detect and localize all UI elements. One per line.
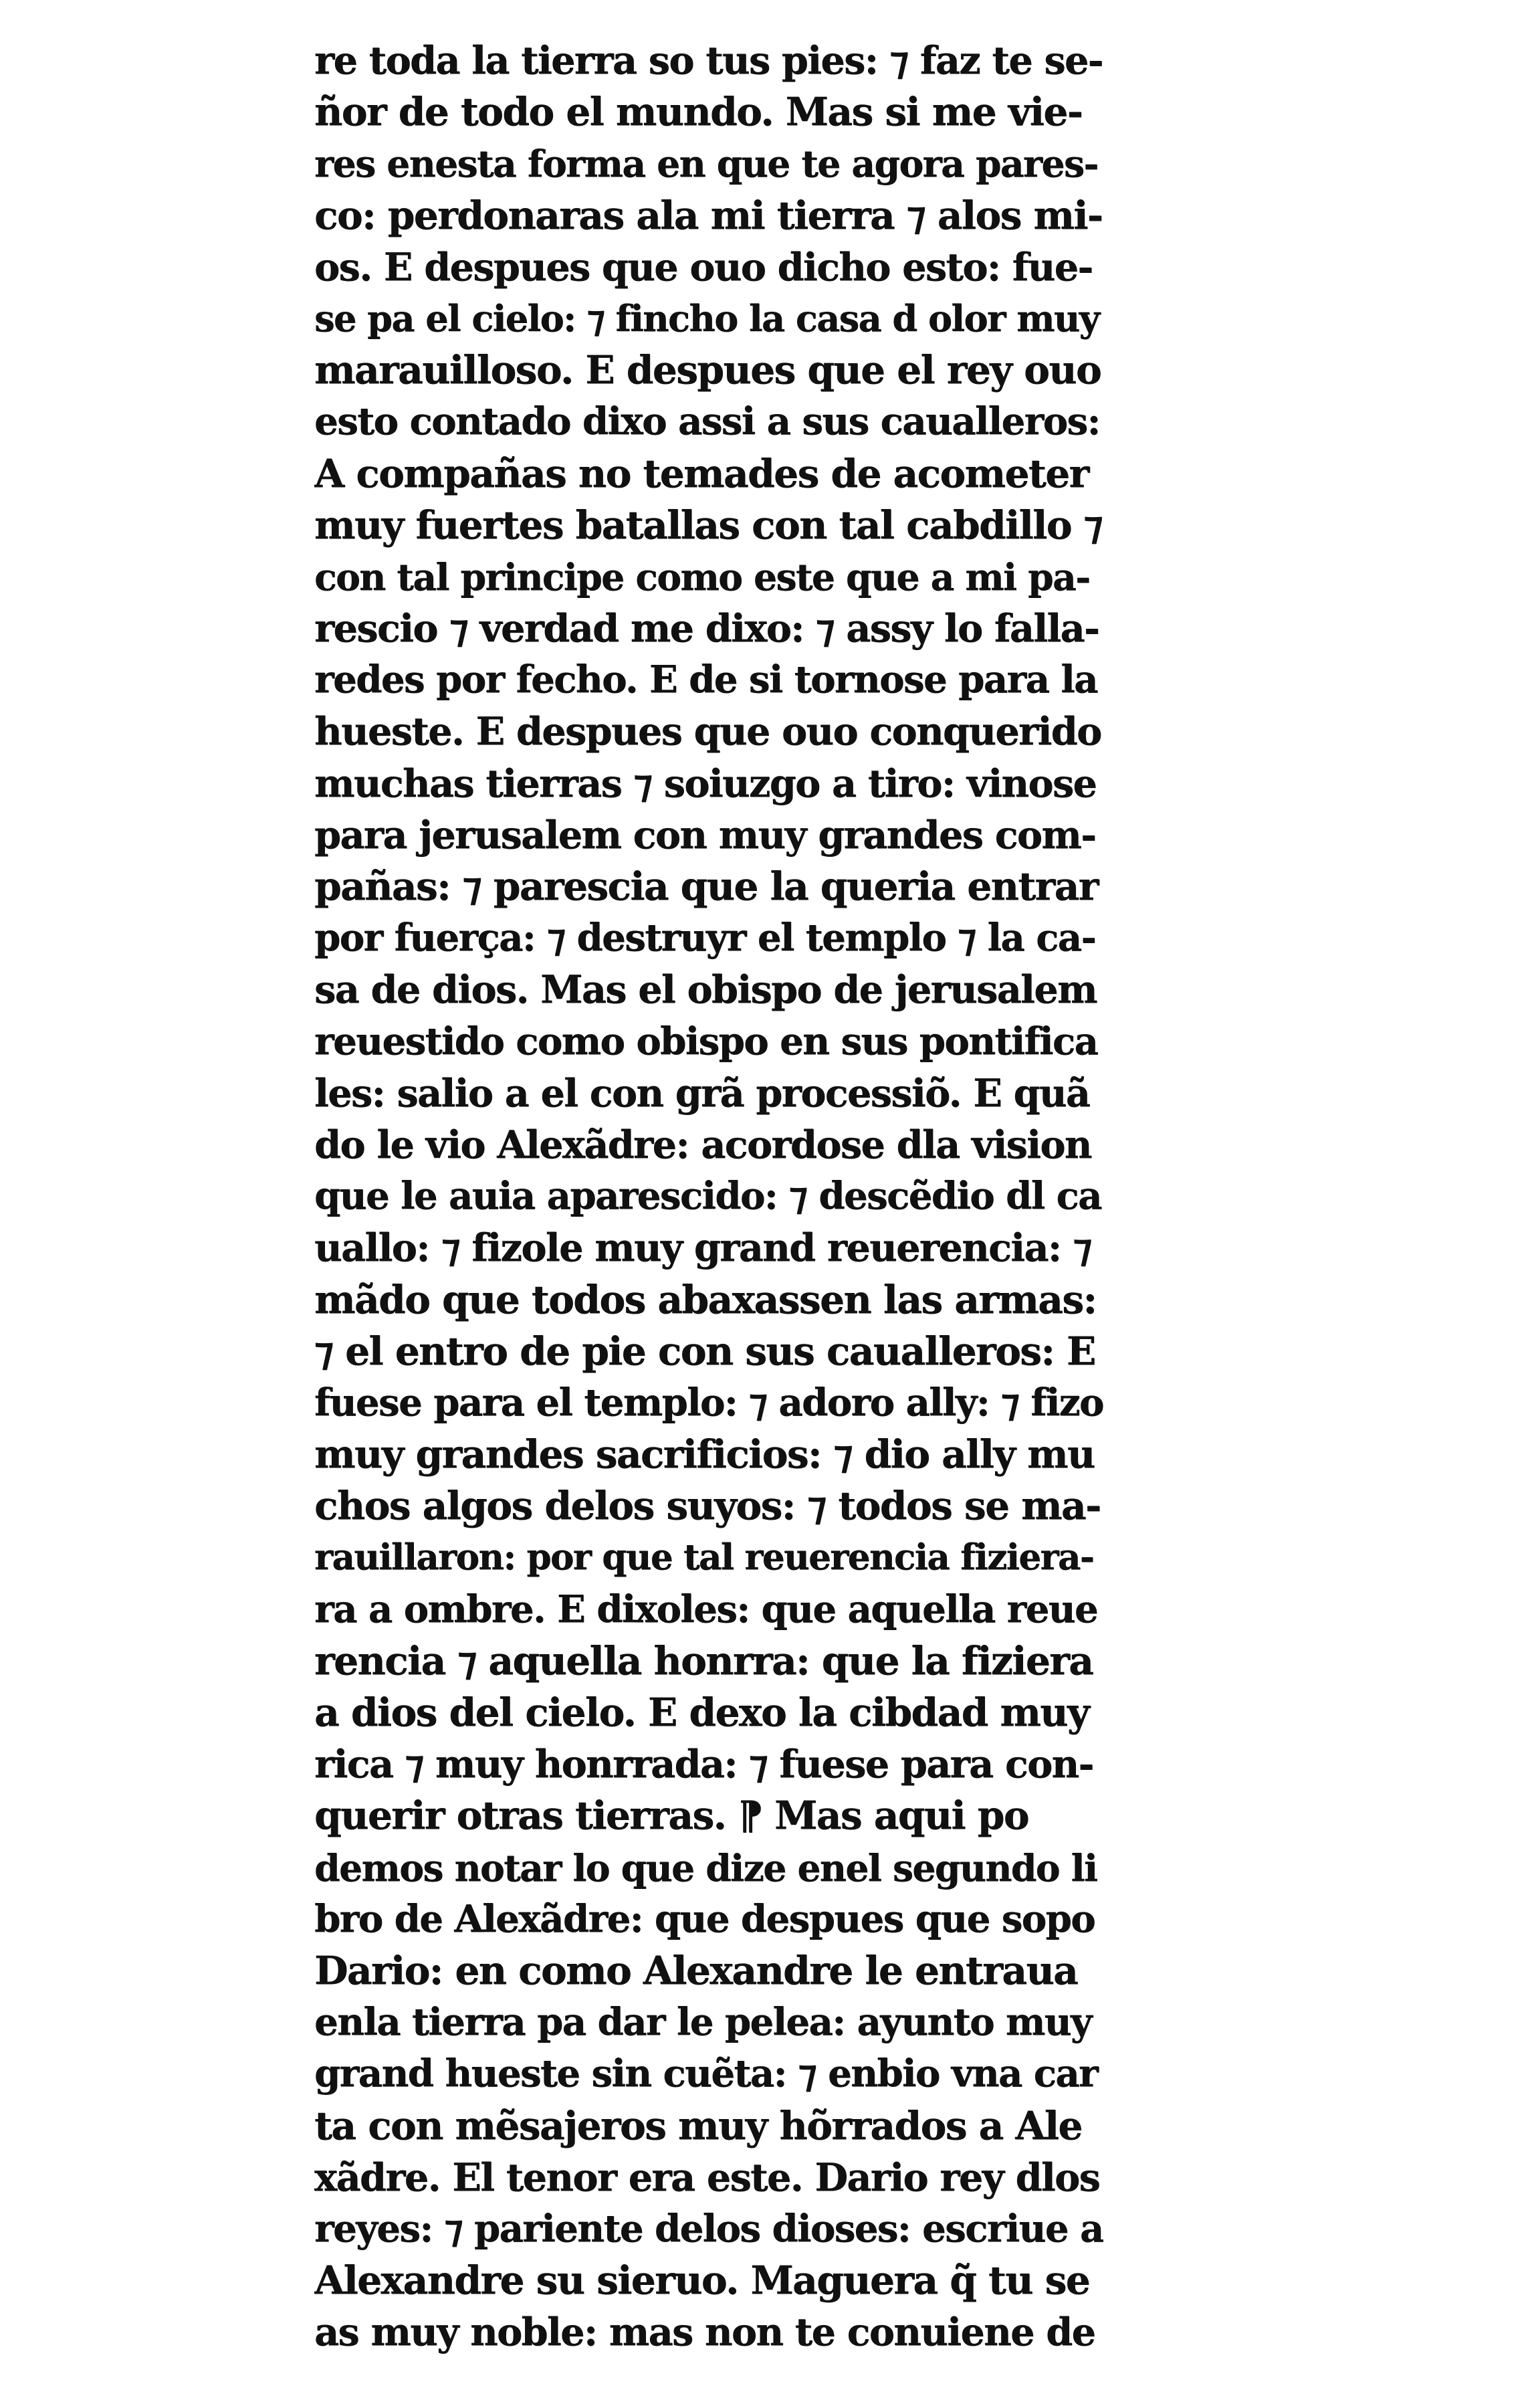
text-line-7: marauilloso. E despues que el rey ouo (314, 347, 1101, 393)
text-line-17: pañas: ⁊ parescia que la queria entrar (314, 864, 1098, 909)
text-line-2: ñor de todo el mundo. Mas si me vie- (314, 89, 1083, 135)
text-line-28: muy grandes sacrificios: ⁊ dio ally mu (314, 1431, 1095, 1478)
text-line-19: sa de dios. Mas el obispo de jerusalem (314, 967, 1097, 1013)
text-line-1: re toda la tierra so tus pies: ⁊ faz te se- (314, 38, 1103, 83)
text-line-5: os. E despues que ouo dicho esto: fue- (314, 244, 1093, 290)
text-line-23: que le auia aparescido: ⁊ descẽdio dl ca (314, 1174, 1101, 1219)
text-line-25: mãdo que todos abaxassen las armas: (314, 1276, 1097, 1322)
text-line-10: muy fuertes batallas con tal cabdillo ⁊ (314, 502, 1102, 548)
text-line-18: por fuerça: ⁊ destruyr el templo ⁊ la ca- (314, 916, 1096, 961)
text-line-45: as muy noble: mas non te conuiene de (314, 2310, 1095, 2355)
text-line-40: grand hueste sin cuẽta: ⁊ enbio vna car (314, 2051, 1098, 2096)
text-line-27: fuese para el templo: ⁊ adoro ally: ⁊ fizo (314, 1380, 1103, 1425)
text-line-42: xãdre. El tenor era este. Dario rey dlos (314, 2154, 1100, 2200)
text-line-12: rescio ⁊ verdad me dixo: ⁊ assy lo falla- (314, 606, 1099, 651)
text-line-24: uallo: ⁊ fizole muy grand reuerencia: ⁊ (314, 1225, 1091, 1271)
text-line-20: reuestido como obispo en sus pontifica (314, 1019, 1098, 1064)
text-line-16: para jerusalem con muy grandes com- (314, 812, 1096, 858)
text-line-21: les: salio a el con grã processiõ. E quã (314, 1070, 1090, 1116)
text-line-39: enla tierra pa dar le pelea: ayunto muy (314, 2000, 1091, 2045)
text-line-33: a dios del cielo. E dexo la cibdad muy (314, 1690, 1089, 1735)
text-line-9: A compañas no temades de acometer (314, 450, 1089, 496)
text-line-11: con tal principe como este que a mi pa- (314, 555, 1090, 599)
text-line-26: ⁊ el entro de pie con sus caualleros: E (314, 1328, 1095, 1374)
text-line-4: co: perdonaras ala mi tierra ⁊ alos mi- (314, 192, 1103, 238)
text-column (314, 35, 1103, 2358)
text-line-3: res enesta forma en que te agora pares- (314, 142, 1098, 186)
text-line-15: muchas tierras ⁊ soiuzgo a tiro: vinose (314, 761, 1097, 806)
text-line-14: hueste. E despues que ouo conquerido (314, 709, 1101, 755)
text-line-36: demos notar lo que dize enel segundo li (314, 1845, 1097, 1890)
text-line-13: redes por fecho. E de si tornose para la (314, 658, 1097, 702)
text-line-44: Alexandre su sieruo. Maguera q̃ tu se (314, 2258, 1090, 2304)
text-line-35: querir otras tierras. ⁋ Mas aqui po (314, 1793, 1028, 1839)
text-line-29: chos algos delos suyos: ⁊ todos se ma- (314, 1483, 1101, 1529)
text-line-43: reyes: ⁊ pariente delos dioses: escriue a (314, 2206, 1103, 2251)
text-line-31: ra a ombre. E dixoles: que aquella reue (314, 1587, 1097, 1631)
text-line-8: esto contado dixo assi a sus caualleros: (314, 399, 1100, 444)
text-line-38: Dario: en como Alexandre le entraua (314, 1947, 1078, 1993)
text-line-34: rica ⁊ muy honrrada: ⁊ fuese para con- (314, 1742, 1093, 1787)
text-line-32: rencia ⁊ aquella honrra: que la fiziera (314, 1637, 1093, 1684)
text-line-22: do le vio Alexãdre: acordose dla vision (314, 1122, 1091, 1167)
text-line-30: rauillaron: por que tal reuerencia fiziera- (314, 1536, 1094, 1579)
text-line-37: bro de Alexãdre: que despues que sopo (314, 1896, 1095, 1941)
text-line-6: se pa el cielo: ⁊ fincho la casa d olor muy (314, 296, 1099, 340)
text-line-41: ta con mẽsajeros muy hõrrados a Ale (314, 2102, 1082, 2148)
